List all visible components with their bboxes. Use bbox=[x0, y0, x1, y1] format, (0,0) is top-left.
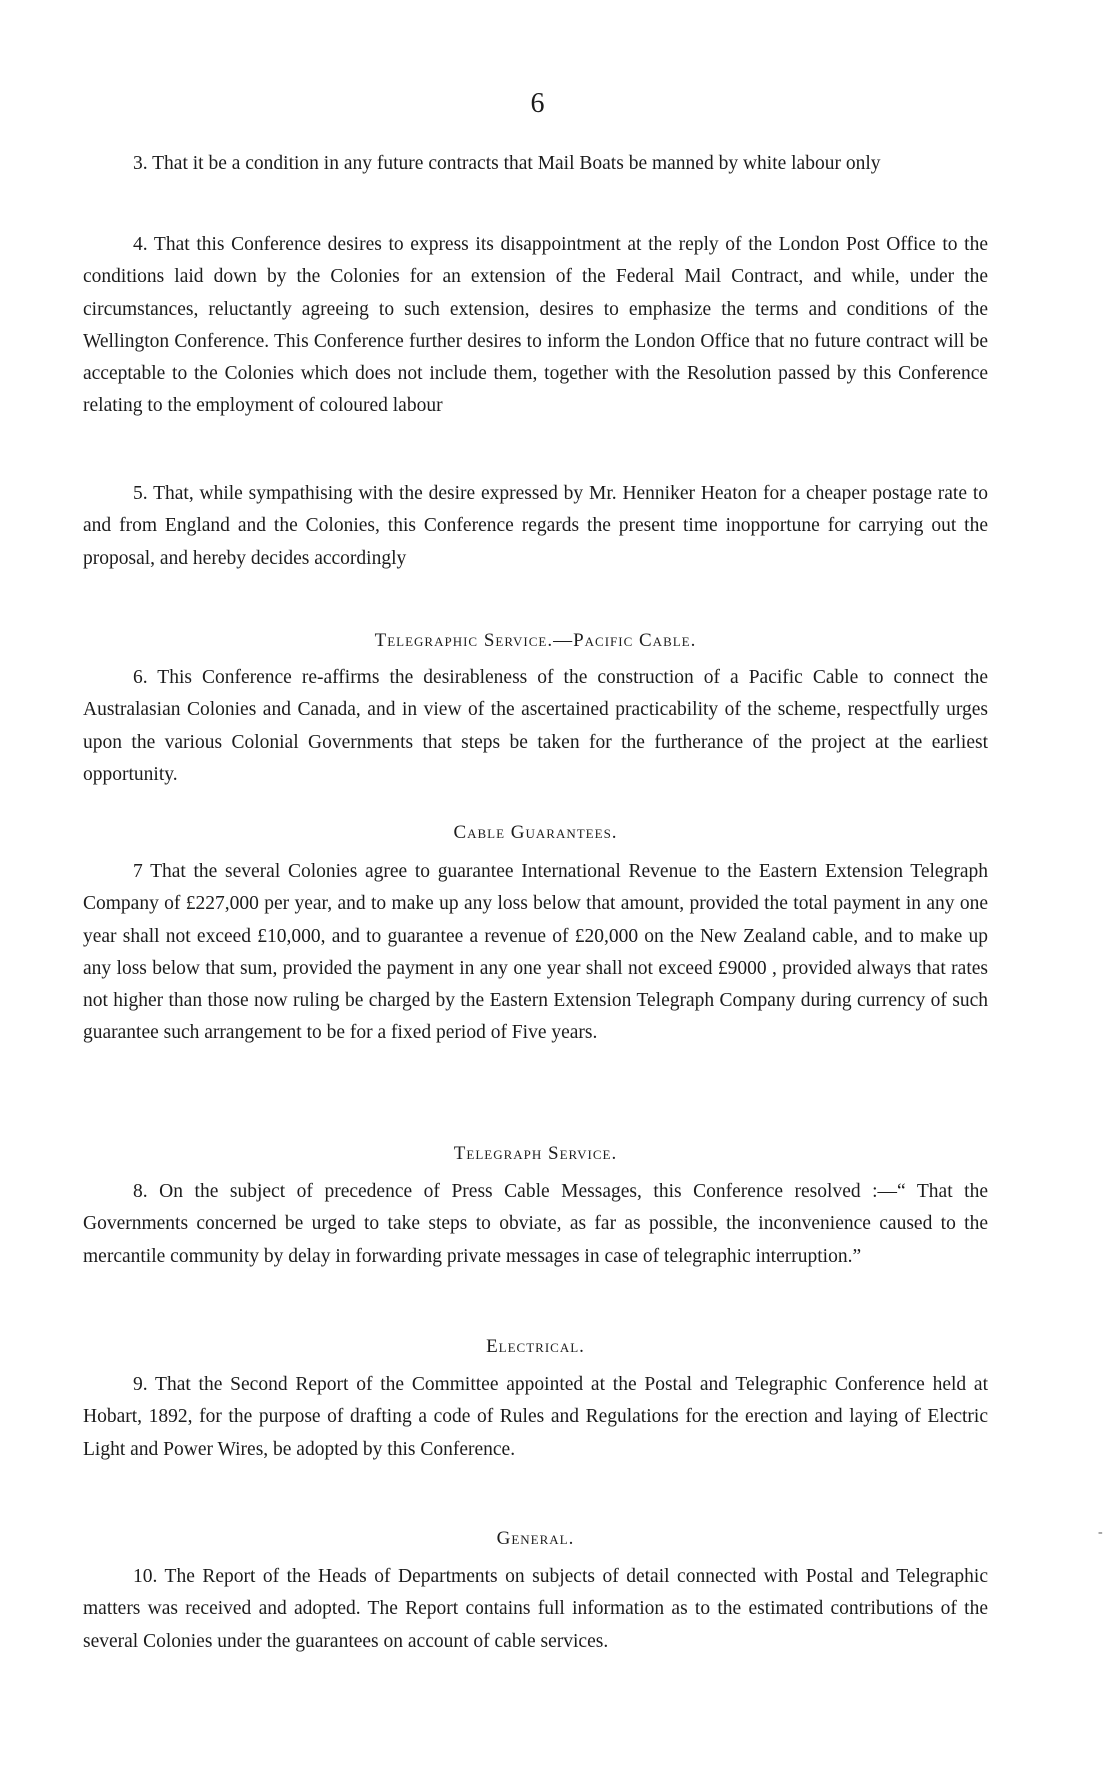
resolution-3-text: 3. That it be a condition in any future contracts that Mail Boats be manned by white labour only bbox=[133, 153, 881, 174]
resolution-4 bbox=[83, 229, 988, 423]
resolution-10-text: 10. The Report of the Heads of Departments on subjects of detail connected with Postal and Telegraphic matters was received and adopted. The Report contains full information as to the estimated contributions of the several Colonies under the guarantees on account of cable services. bbox=[83, 1566, 988, 1652]
resolution-7 bbox=[83, 856, 988, 1050]
resolution-9 bbox=[83, 1369, 988, 1466]
page-number: 6 bbox=[530, 88, 545, 119]
resolution-8 bbox=[83, 1176, 988, 1273]
margin-mark: - bbox=[1098, 1525, 1103, 1540]
heading-electrical: Electrical. bbox=[486, 1336, 585, 1357]
resolution-3 bbox=[83, 148, 988, 180]
heading-pacific-cable: Telegraphic Service.—Pacific Cable. bbox=[374, 630, 697, 651]
resolution-4-text: 4. That this Conference desires to express its disappointment at the reply of the London Post Office to the conditions laid down by the Colonies for an extension of the Federal Mail Contract, and while, under the circumstances, reluctantly agreeing to such extension, desires to emphasize the terms and conditions of the Wellington Conference. This Conference further desires to inform the London Office that no future contract will be acceptable to the Colonies which does not include them, together with the Resolution passed by this Conference relating to the employment of coloured labour bbox=[83, 234, 988, 417]
resolution-9-text: 9. That the Second Report of the Committee appointed at the Postal and Telegraphic Conference held at Hobart, 1892, for the purpose of drafting a code of Rules and Regulations for the erection and laying of Electric Light and Power Wires, be adopted by this Conference. bbox=[83, 1374, 988, 1460]
resolution-6 bbox=[83, 662, 988, 791]
heading-telegraph-service: Telegraph Service. bbox=[453, 1143, 618, 1164]
resolution-5 bbox=[83, 478, 988, 575]
resolution-6-text: 6. This Conference re-affirms the desirableness of the construction of a Pacific Cable to connect the Australasian Colonies and Canada, and in view of the ascertained practicability of the scheme, respectfully urges upon the various Colonial Governments that steps be taken for the furtherance of the project at the earliest opportunity. bbox=[83, 667, 988, 785]
resolution-10 bbox=[83, 1561, 988, 1658]
resolution-5-text: 5. That, while sympathising with the desire expressed by Mr. Henniker Heaton for a cheaper postage rate to and from England and the Colonies, this Conference regards the present time inopportune for carrying out the proposal, and hereby decides accordingly bbox=[83, 483, 988, 569]
heading-cable-guarantees: Cable Guarantees. bbox=[453, 822, 618, 843]
heading-general: General. bbox=[496, 1528, 575, 1549]
resolution-7-text: 7 That the several Colonies agree to guarantee International Revenue to the Eastern Extension Telegraph Company of £227,000 per year, and to make up any loss below that amount, provided the total payment in any one year shall not exceed £10,000, and to guarantee a revenue of £20,000 on the New Zealand cable, and to make up any loss below that sum, provided the payment in any one year shall not exceed £9000 , provided always that rates not higher than those now ruling be charged by the Eastern Extension Telegraph Company during currency of such guarantee such arrangement to be for a fixed period of Five years. bbox=[83, 861, 988, 1044]
resolution-8-text: 8. On the subject of precedence of Press Cable Messages, this Conference resolved :—“ That the Governments concerned be urged to take steps to obviate, as far as possible, the inconvenience caused to the mercantile community by delay in forwarding private messages in case of telegraphic interruption.” bbox=[83, 1181, 988, 1267]
